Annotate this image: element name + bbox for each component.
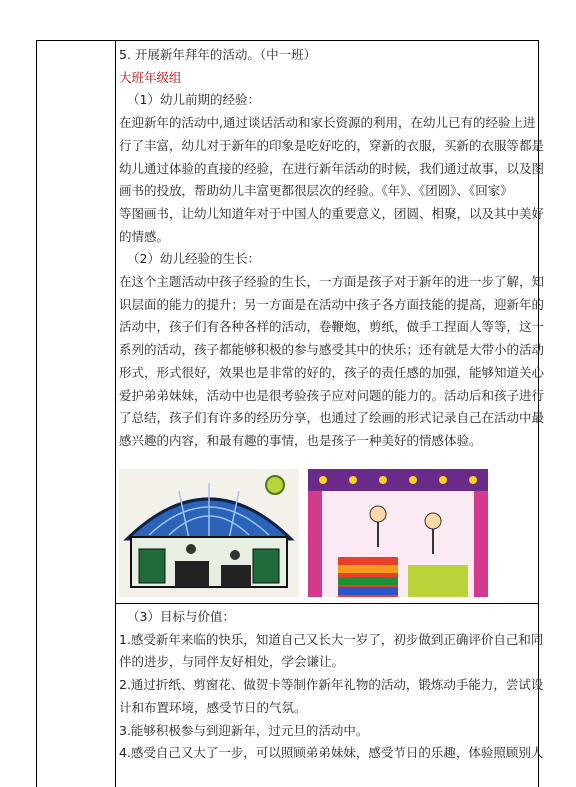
row-divider	[116, 603, 539, 604]
paragraph-line: 爱护弟弟妹妹，活动中也是很考验孩子应对问题的能力的。活动后和孩子进行	[119, 387, 545, 403]
goal-line: 3.能够积极参与到迎新年，过元旦的活动中。	[119, 722, 369, 738]
goal-line: 计和布置环境，感受节日的气氛。	[119, 699, 307, 715]
section-heading-2: （2）幼儿经验的生长：	[127, 251, 260, 267]
paragraph-line: 在迎新年的活动中,通过谈话活动和家长资源的利用，在幼儿已有的经验上进	[119, 115, 536, 131]
goals-cell	[119, 606, 544, 765]
section-heading-1: （1）幼儿前期的经验：	[127, 92, 260, 108]
paragraph-line: 了总结，孩子们有许多的经历分享，也通过了绘画的形式记录自己在活动中最	[119, 410, 545, 426]
item-5: 5. 开展新年拜年的活动。（中一班）	[119, 47, 317, 62]
paragraph-line: 在这个主题活动中孩子经验的生长，一方面是孩子对于新年的进一步了解，知	[119, 274, 545, 290]
goal-line: 4.感受自己又大了一步，可以照顾弟弟妹妹，感受节日的乐趣，体验照顾别人	[119, 745, 544, 761]
section-heading-3: （3）目标与价值：	[127, 609, 235, 624]
column-divider	[115, 40, 116, 787]
paragraph-line: 活动中，孩子们有各种各样的活动，卷鞭炮，剪纸，做手工捏面人等等，这一	[119, 319, 545, 335]
main-cell	[119, 44, 545, 453]
paragraph-line: 等图画书，让幼儿知道年对于中国人的重要意义，团圆、相聚，以及其中美好	[119, 205, 545, 221]
paragraph-line: 行了丰富，幼儿对于新年的印象是吃好吃的，穿新的衣服，买新的衣服等都是	[119, 137, 545, 153]
children-drawing-stage-icon	[308, 469, 488, 597]
goal-line: 1.感受新年来临的快乐，知道自己又长大一岁了，初步做到正确评价自己和同	[119, 631, 544, 647]
children-drawing-dome-icon	[119, 469, 299, 597]
group-heading: 大班年级组	[119, 69, 182, 85]
paragraph-line: 感兴趣的内容，和最有趣的事情，也是孩子一种美好的情感体验。	[119, 432, 482, 448]
paragraph-line: 形式，形式很好，效果也是非常的好的，孩子的责任感的加强，能够知道关心	[119, 364, 545, 380]
paragraph-line: 画书的投放，帮助幼儿丰富更都很层次的经验。《年》、《团圆》、《回家》	[119, 183, 513, 199]
goal-line: 伴的进步，与同伴友好相处，学会谦让。	[119, 654, 345, 670]
paragraph-line: 识层面的能力的提升；另一方面是在活动中孩子各方面技能的提高，迎新年的	[119, 296, 545, 312]
paragraph-line: 的情感。	[119, 228, 170, 244]
goal-line: 2.通过折纸、剪窗花、做贺卡等制作新年礼物的活动，锻炼动手能力，尝试设	[119, 677, 544, 693]
paragraph-line: 系列的活动，孩子都能够积极的参与感受其中的快乐；还有就是大带小的活动	[119, 342, 545, 358]
paragraph-line: 幼儿通过体验的直接的经验，在进行新年活动的时候，我们通过故事，以及图	[119, 160, 545, 176]
